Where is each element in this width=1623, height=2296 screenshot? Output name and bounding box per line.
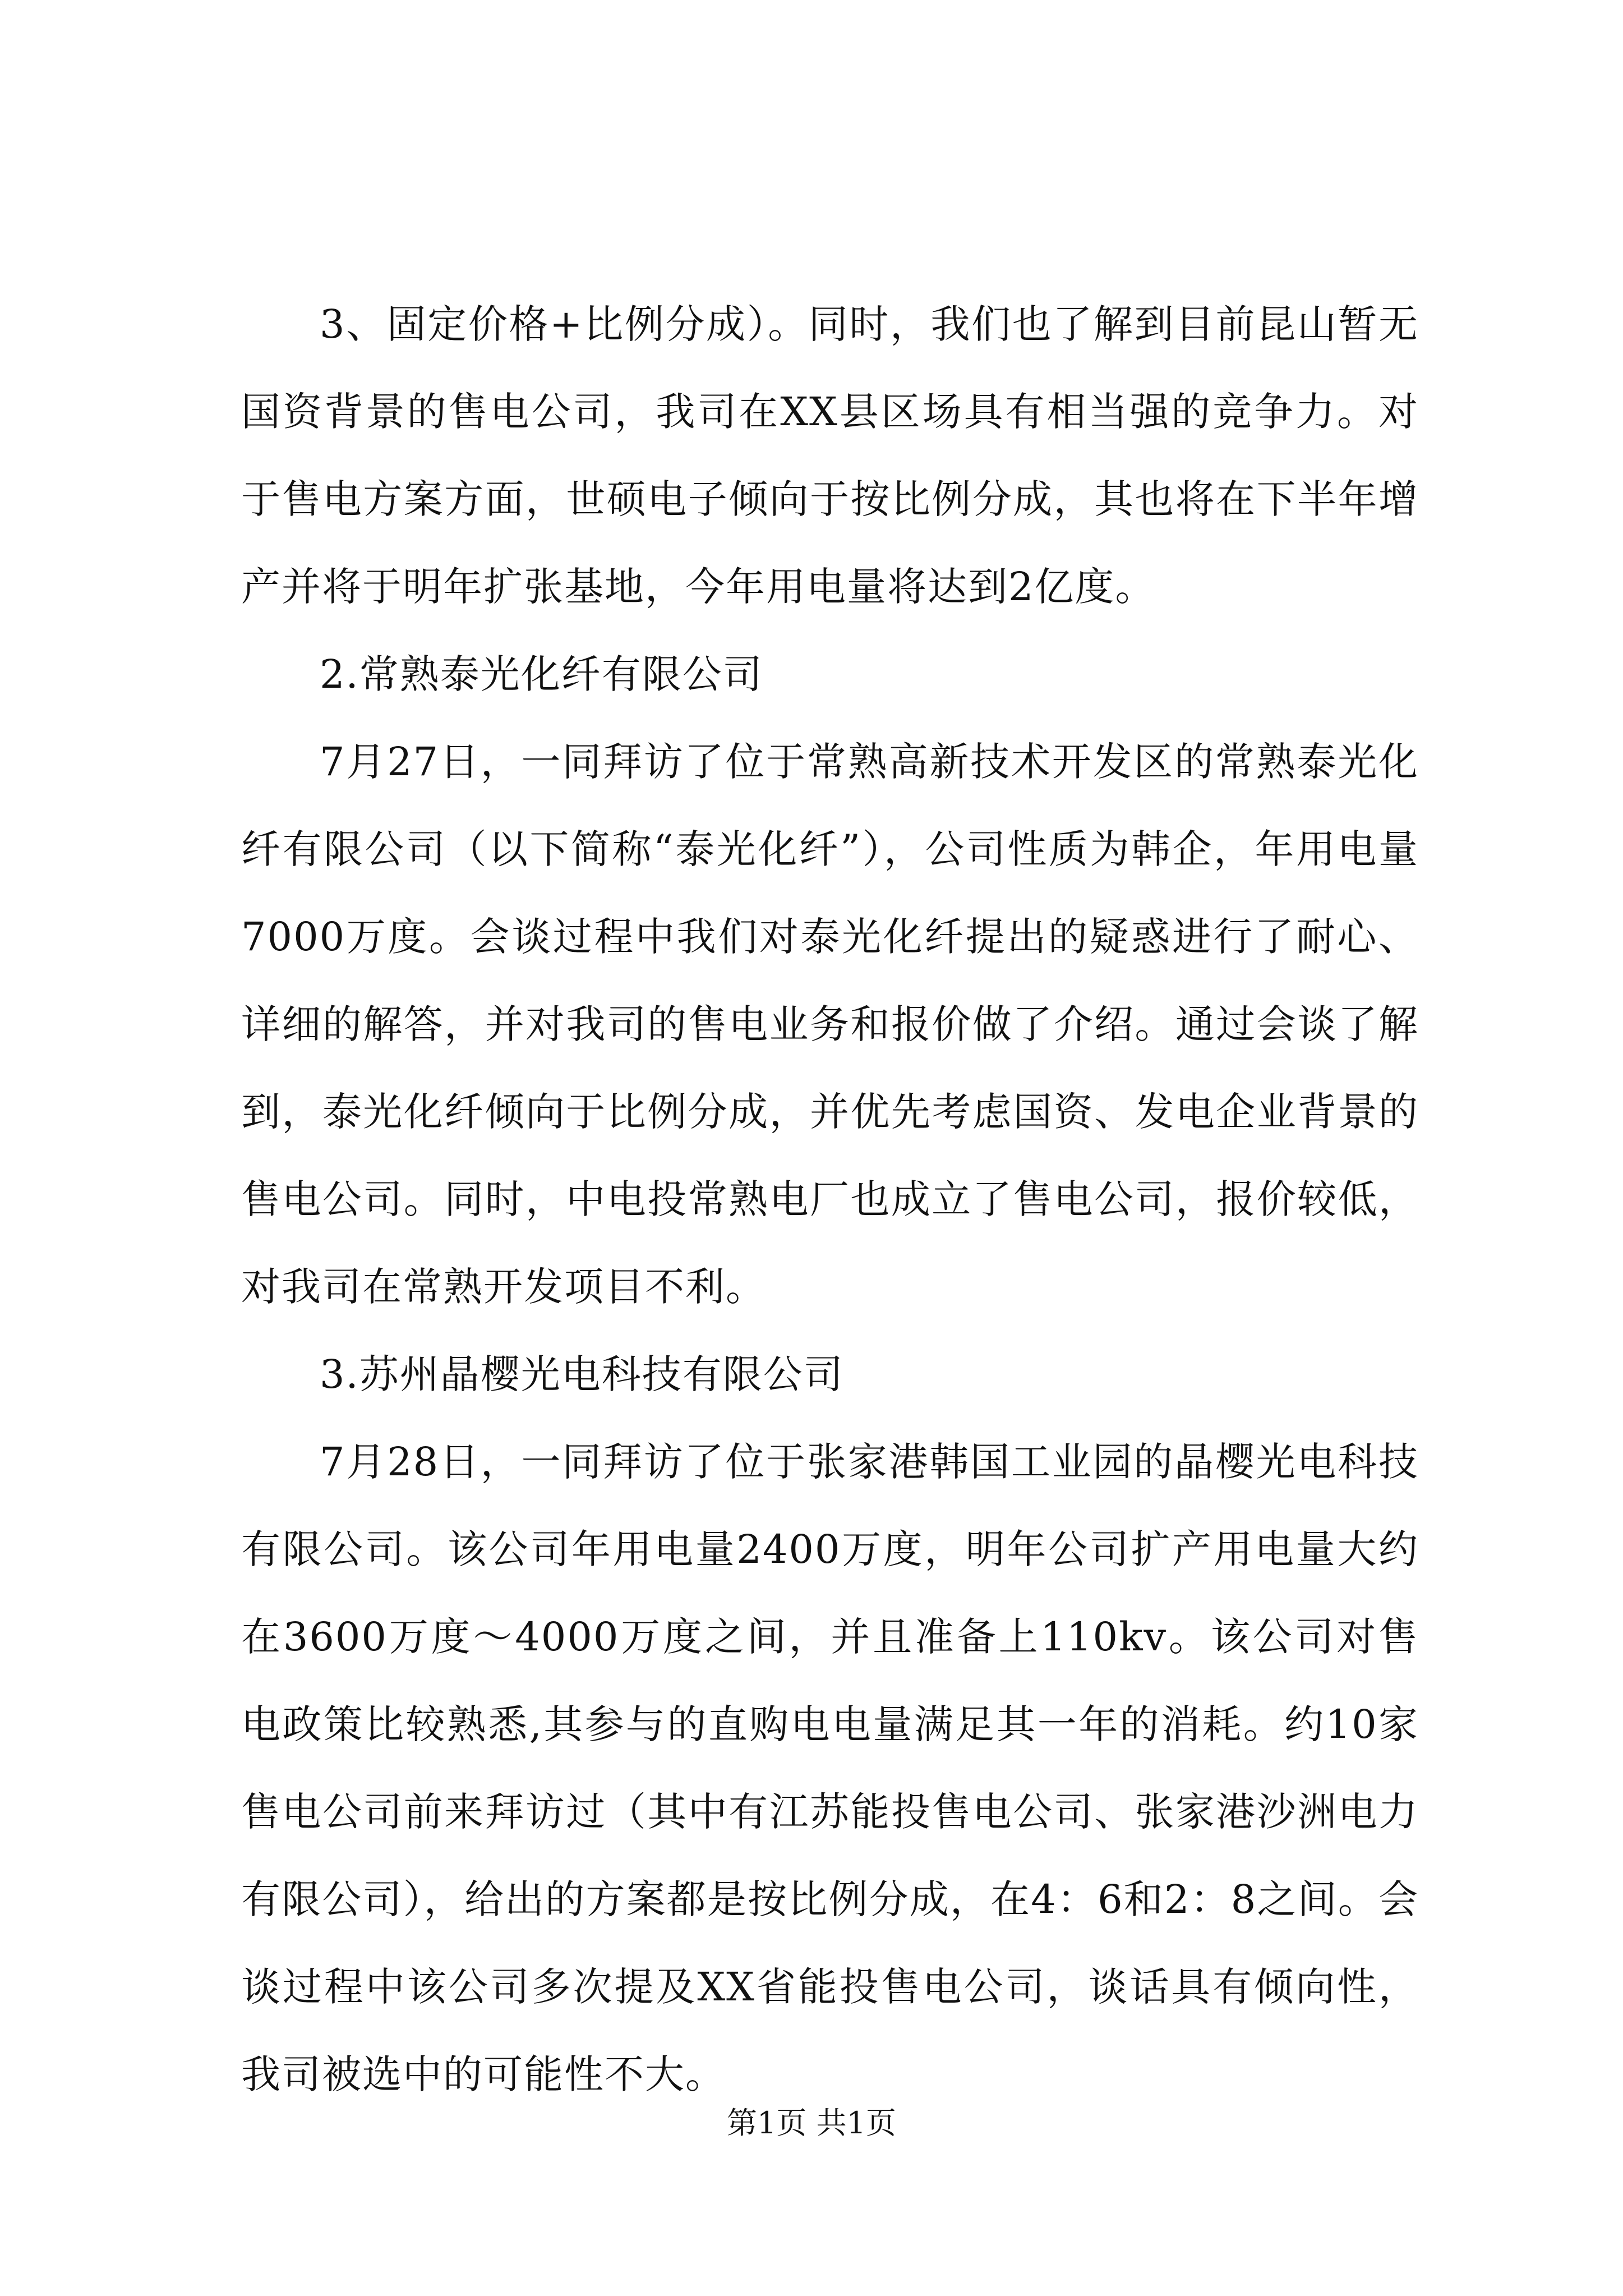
paragraph-jingying-visit: 7月28日，一同拜访了位于张家港韩国工业园的晶樱光电科技有限公司。该公司年用电量2400万度，明年公司扩产用电量大约在3600万度～4000万度之间，并且准备上110kv。该公司对售电政策比较熟悉,其参与的直购电电量满足其一年的消耗。约10家售电公司前来拜访过（其中有江苏能投售电公司、张家港沙洲电力有限公司），给出的方案都是按比例分成，在4：6和2：8之间。会谈过程中该公司多次提及XX省能投售电公司，谈话具有倾向性，我司被选中的可能性不大。: [241, 1439, 1419, 2097]
heading-jingying: 3.苏州晶樱光电科技有限公司: [320, 1351, 844, 1397]
heading-taiguang: 2.常熟泰光化纤有限公司: [320, 651, 763, 697]
paragraph-kunshan-summary: 3、固定价格+比例分成）。同时，我们也了解到目前昆山暂无国资背景的售电公司，我司在XX县区场具有相当强的竞争力。对于售电方案方面，世硕电子倾向于按比例分成，其也将在下半年增产并将于明年扩张基地，今年用电量将达到2亿度。: [241, 301, 1419, 610]
paragraph-taiguang-visit: 7月27日，一同拜访了位于常熟高新技术开发区的常熟泰光化纤有限公司（以下简称“泰光化纤”），公司性质为韩企，年用电量7000万度。会谈过程中我们对泰光化纤提出的疑惑进行了耐心、详细的解答，并对我司的售电业务和报价做了介绍。通过会谈了解到，泰光化纤倾向于比例分成，并优先考虑国资、发电企业背景的售电公司。同时，中电投常熟电厂也成立了售电公司，报价较低，对我司在常熟开发项目不利。: [241, 739, 1419, 1310]
page-footer: 第1页 共1页: [727, 2105, 896, 2141]
document-body: [241, 280, 1419, 2118]
